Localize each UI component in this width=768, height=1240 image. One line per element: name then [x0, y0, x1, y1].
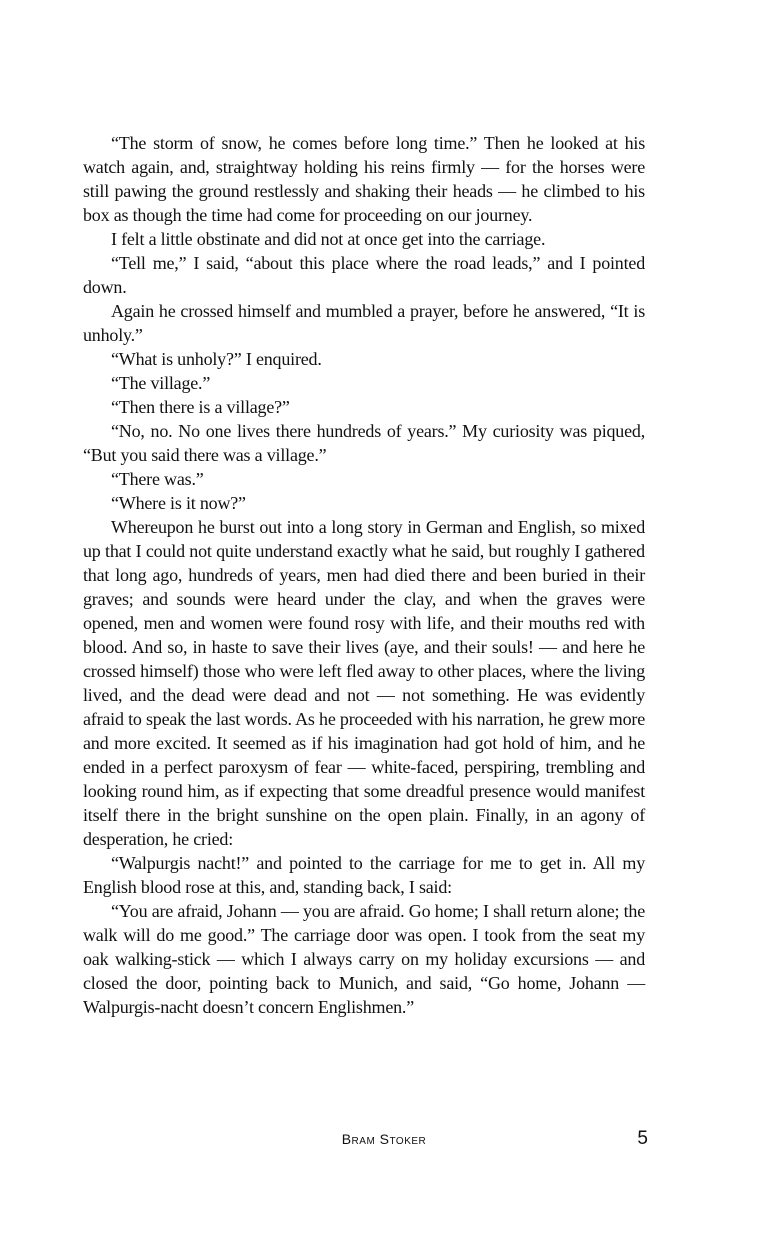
- body-text: [83, 131, 645, 1019]
- running-footer-author: Bram Stoker: [341, 1131, 427, 1147]
- paragraph: “Walpurgis nacht!” and pointed to the carriage for me to get in. All my English blood rose at this, and, standing back, I said:: [83, 853, 645, 897]
- paragraph: “What is unholy?” I enquired.: [111, 349, 322, 369]
- page-number: 5: [637, 1128, 648, 1149]
- paragraph: Whereupon he burst out into a long story in German and English, so mixed up that I could not quite understand exactly what he said, but roughly I gathered that long ago, hundreds of years, men had died there and been buried in their graves; and sounds were heard under the clay, and when the graves were opened, men and women were found rosy with life, and their mouths red with blood. And so, in haste to save their lives (aye, and their souls! — and here he crossed himself) those who were left fled away to other places, where the living lived, and the dead were dead and not — not something. He was evidently afraid to speak the last words. As he proceeded with his narration, he grew more and more excited. It seemed as if his imagination had got hold of him, and he ended in a perfect paroxysm of fear — white-faced, perspiring, trembling and looking round him, as if expecting that some dreadful presence would manifest itself there in the bright sunshine on the open plain. Finally, in an agony of desperation, he cried:: [83, 517, 645, 849]
- paragraph: I felt a little obstinate and did not at once get into the carriage.: [111, 229, 546, 249]
- paragraph: “There was.”: [111, 469, 204, 489]
- paragraph: “Where is it now?”: [111, 493, 246, 513]
- paragraph: “Tell me,” I said, “about this place where the road leads,” and I pointed down.: [83, 253, 645, 297]
- paragraph: “Then there is a village?”: [111, 397, 290, 417]
- paragraph: “The village.”: [111, 373, 211, 393]
- paragraph: Again he crossed himself and mumbled a prayer, before he answered, “It is unholy.”: [83, 301, 645, 345]
- paragraph: “No, no. No one lives there hundreds of years.” My curiosity was piqued, “But you said there was a village.”: [83, 421, 645, 465]
- paragraph: “The storm of snow, he comes before long time.” Then he looked at his watch again, and, straightway holding his reins firmly — for the horses were still pawing the ground restlessly and shaking their heads — he climbed to his box as though the time had come for proceeding on our journey.: [83, 133, 645, 225]
- paragraph: “You are afraid, Johann — you are afraid. Go home; I shall return alone; the walk will do me good.” The carriage door was open. I took from the seat my oak walking-stick — which I always carry on my holiday excursions — and closed the door, pointing back to Munich, and said, “Go home, Johann — Walpurgis-nacht doesn’t concern Englishmen.”: [83, 901, 645, 1017]
